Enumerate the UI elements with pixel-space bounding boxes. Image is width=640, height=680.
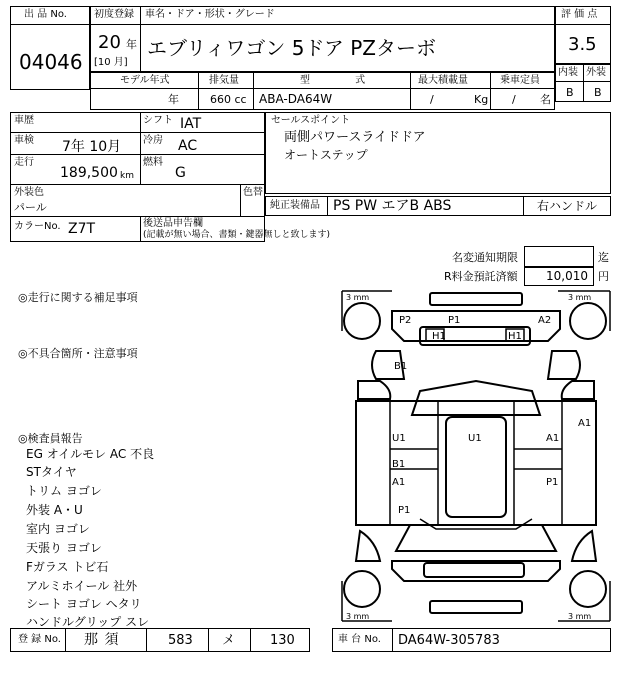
exterior-label: 外装 [586,67,606,78]
inspector-item: トリム ヨゴレ [26,484,102,498]
declaration-note: (記載が無い場合、書類・鍵器無しと致します) [143,230,331,240]
mark-b1-left: B1 [394,361,408,372]
exterior-grade: B [594,86,602,99]
tire-depth-rr: 3 mm [568,612,592,621]
type-value: ABA-DA64W [259,92,333,106]
front-bumper [430,293,522,305]
shift-value: IAT [180,116,202,132]
mark-a1-right: A1 [578,418,592,429]
rear-bumper [430,601,522,613]
inspector-item: 室内 ヨゴレ [26,522,90,536]
mileage-value: 189,500 [60,165,118,181]
reg-label: 登 録 No. [18,634,61,645]
color-label: 外装色 [14,187,44,198]
mark-a1-mid: A1 [546,433,560,444]
name-label: 車名・ドア・形状・グレード [145,9,275,20]
inspector-item: 天張り ヨゴレ [26,541,102,555]
reg-class: 583 [168,633,193,648]
right-front-fender [548,351,580,379]
inspector-item: ハンドルグリップ スレ [26,615,150,629]
mark-a2: A2 [538,315,552,326]
equipment-label: 純正装備品 [270,200,320,211]
reg-month: [10 月] [94,57,128,68]
inspector-label: ◎検査員報告 [18,432,83,445]
chassis-value: DA64W-305783 [398,633,500,648]
tire-depth-rl: 3 mm [346,612,370,621]
mark-p2: P2 [399,315,412,326]
shift-label: シフト [143,115,173,126]
first-reg-label: 初度登録 [94,9,134,20]
reg-kana: メ [222,633,236,648]
color-change-label: 色替 [243,187,263,198]
fuel-value: G [175,165,186,181]
equipment-value: PS PW エアB ABS [333,198,452,214]
deadline-box [524,246,594,268]
history-label: 車歴 [14,115,34,126]
inspector-item: 外装 A・U [26,503,83,517]
score-label: 評 価 点 [561,9,598,20]
max-load-label: 最大積載量 [418,75,468,86]
reg-year-unit: 年 [126,38,137,51]
chassis-label: 車 台 No. [338,634,381,645]
defect-notes-label: ◎不具合箇所・注意事項 [18,347,138,360]
mark-h1-right: H1 [508,331,522,342]
fuel-label: 燃料 [143,157,163,168]
reg-number: 130 [270,633,295,648]
mileage-label: 走行 [14,157,34,168]
type-label: 型 式 [300,75,367,86]
mark-h1-left: H1 [432,331,446,342]
mark-b1-panel: B1 [392,459,406,470]
model-year-label: モデル年式 [120,75,170,86]
car-damage-diagram [340,289,612,623]
mark-p1-top: P1 [448,315,461,326]
reg-area: 那 須 [84,632,120,648]
inspection-value: 7年 10月 [62,139,122,155]
interior-label: 内装 [558,67,578,78]
capacity-label: 乗車定員 [500,75,540,86]
recycle-value: 10,010 [546,269,588,283]
displacement-label: 排気量 [209,75,239,86]
mark-p1-left: P1 [398,505,411,516]
inspector-item: STタイヤ [26,465,77,479]
declaration-label: 後送品申告欄 [143,218,203,229]
model-year-unit: 年 [168,93,179,106]
inspection-label: 車検 [14,135,34,146]
color-no-label: カラーNo. [14,221,61,232]
lot-label: 出 品 No. [24,9,67,20]
handle-side: 右ハンドル [537,199,598,213]
interior-grade: B [566,86,574,99]
right-rear-arch [572,531,596,561]
windshield [412,381,540,415]
tire-depth-fl: 3 mm [346,293,370,302]
left-front-arch [358,381,390,399]
ac-value: AC [178,138,198,154]
mark-p1-mid: P1 [546,477,559,488]
tire-depth-fr: 3 mm [568,293,592,302]
rear-gate [424,563,524,577]
mark-u1-mid: U1 [468,433,482,444]
left-rear-arch [356,531,380,561]
recycle-label: R料金預託済額 [444,270,518,283]
sales-point-label: セールスポイント [271,115,351,126]
inspector-item: シート ヨゴレ ヘタリ [26,597,142,611]
driving-notes-label: ◎走行に関する補足事項 [18,291,138,304]
inspector-item: Fガラス トビ石 [26,560,109,574]
score-value: 3.5 [568,34,597,55]
lot-number: 04046 [19,50,83,74]
ac-label: 冷房 [143,135,163,146]
mark-a1-panel: A1 [392,477,406,488]
load-slash: / [430,93,434,106]
capacity-unit: 名 [540,93,551,106]
roof [446,417,506,517]
reg-year: 20 [98,32,121,53]
inspector-item: EG オイルモレ AC 不良 [26,447,155,461]
sales-point-line2: オートステップ [284,148,368,162]
mark-u1-left: U1 [392,433,406,444]
displacement: 660 cc [210,93,247,106]
sales-point-line1: 両側パワースライドドア [284,130,426,145]
color-value: パール [14,201,47,214]
mileage-unit: km [120,171,134,181]
deadline-label: 名変通知期限 [452,251,518,264]
capacity-slash: / [512,93,516,106]
car-name: エブリィワゴン 5ドア PZターボ [147,36,437,60]
inspector-item: アルミホイール 社外 [26,579,138,593]
right-front-arch [562,381,594,399]
color-no-value: Z7T [68,221,96,237]
load-unit: Kg [474,93,489,106]
recycle-unit: 円 [598,270,609,283]
deadline-unit: 迄 [598,251,609,264]
